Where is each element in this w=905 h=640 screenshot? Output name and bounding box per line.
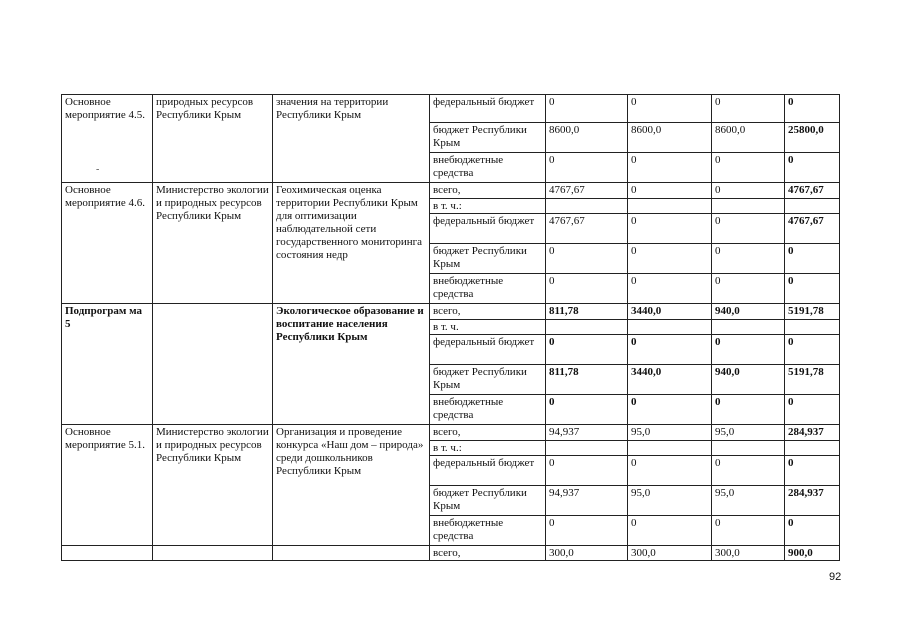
activity-cell: Основное мероприятие 4.5.: [62, 95, 153, 183]
value-2016-cell: [628, 199, 712, 214]
value-2016-cell: 95,0: [628, 425, 712, 441]
value-2016-cell: [628, 441, 712, 456]
value-total-cell: 0: [785, 153, 840, 183]
funding-source-cell: в т. ч.: [430, 320, 546, 335]
value-2017-cell: 8600,0: [712, 123, 785, 153]
value-2017-cell: 0: [712, 183, 785, 199]
value-total-cell: 0: [785, 244, 840, 274]
value-total-cell: [785, 320, 840, 335]
funding-source-cell: всего,: [430, 546, 546, 561]
value-total-cell: 0: [785, 335, 840, 365]
value-2015-cell: [546, 199, 628, 214]
funding-source-cell: внебюджетные средства: [430, 516, 546, 546]
value-2016-cell: 0: [628, 274, 712, 304]
value-2016-cell: 0: [628, 335, 712, 365]
funding-source-cell: бюджет Республики Крым: [430, 365, 546, 395]
title-cell: значения на территории Республики Крым: [273, 95, 430, 183]
value-2017-cell: 0: [712, 516, 785, 546]
table-row: [62, 425, 840, 441]
value-total-cell: 284,937: [785, 425, 840, 441]
value-2017-cell: [712, 441, 785, 456]
funding-source-cell: бюджет Республики Крым: [430, 244, 546, 274]
activity-cell: [62, 546, 153, 561]
value-2017-cell: 0: [712, 456, 785, 486]
value-2017-cell: 940,0: [712, 365, 785, 395]
value-2016-cell: 0: [628, 153, 712, 183]
value-2017-cell: 0: [712, 244, 785, 274]
value-2017-cell: 0: [712, 274, 785, 304]
funding-source-cell: внебюджетные средства: [430, 395, 546, 425]
value-total-cell: [785, 441, 840, 456]
value-total-cell: [785, 199, 840, 214]
value-2016-cell: 0: [628, 95, 712, 123]
funding-source-cell: внебюджетные средства: [430, 153, 546, 183]
value-2015-cell: 0: [546, 395, 628, 425]
stray-mark: -: [96, 164, 100, 175]
executor-cell: [153, 304, 273, 425]
value-total-cell: 0: [785, 456, 840, 486]
value-2015-cell: 811,78: [546, 365, 628, 395]
value-2015-cell: [546, 441, 628, 456]
value-2017-cell: 300,0: [712, 546, 785, 561]
value-2016-cell: 95,0: [628, 486, 712, 516]
title-cell: Экологическое образование и воспитание населения Республики Крым: [273, 304, 430, 425]
table-row: [62, 546, 840, 561]
value-2015-cell: 8600,0: [546, 123, 628, 153]
funding-source-cell: федеральный бюджет: [430, 335, 546, 365]
value-2017-cell: 0: [712, 335, 785, 365]
value-total-cell: 4767,67: [785, 214, 840, 244]
funding-source-cell: всего,: [430, 304, 546, 320]
value-2017-cell: 95,0: [712, 425, 785, 441]
value-2015-cell: 300,0: [546, 546, 628, 561]
executor-cell: [153, 546, 273, 561]
activity-cell: Основное мероприятие 4.6.: [62, 183, 153, 304]
value-2016-cell: 3440,0: [628, 365, 712, 395]
value-2017-cell: 0: [712, 95, 785, 123]
value-2015-cell: 94,937: [546, 486, 628, 516]
page-number: 92: [829, 571, 842, 583]
value-2015-cell: [546, 320, 628, 335]
activity-cell: Основное мероприятие 5.1.: [62, 425, 153, 546]
funding-source-cell: всего,: [430, 425, 546, 441]
value-2016-cell: 300,0: [628, 546, 712, 561]
value-2016-cell: 0: [628, 183, 712, 199]
value-2017-cell: 95,0: [712, 486, 785, 516]
value-total-cell: 0: [785, 274, 840, 304]
value-2015-cell: 4767,67: [546, 183, 628, 199]
value-total-cell: 284,937: [785, 486, 840, 516]
value-2015-cell: 94,937: [546, 425, 628, 441]
funding-source-cell: бюджет Республики Крым: [430, 486, 546, 516]
funding-source-cell: федеральный бюджет: [430, 95, 546, 123]
funding-source-cell: в т. ч.:: [430, 199, 546, 214]
funding-source-cell: федеральный бюджет: [430, 456, 546, 486]
value-2017-cell: 0: [712, 214, 785, 244]
value-2016-cell: 0: [628, 395, 712, 425]
value-2016-cell: 8600,0: [628, 123, 712, 153]
value-2016-cell: 0: [628, 516, 712, 546]
funding-source-cell: всего,: [430, 183, 546, 199]
value-2017-cell: 0: [712, 395, 785, 425]
funding-source-cell: федеральный бюджет: [430, 214, 546, 244]
value-total-cell: 0: [785, 395, 840, 425]
table-body: [62, 95, 840, 561]
budget-table: [61, 94, 840, 561]
value-2015-cell: 0: [546, 335, 628, 365]
funding-source-cell: бюджет Республики Крым: [430, 123, 546, 153]
value-2015-cell: 0: [546, 274, 628, 304]
value-total-cell: 900,0: [785, 546, 840, 561]
value-2016-cell: 0: [628, 456, 712, 486]
title-cell: Организация и проведение конкурса «Наш дом – природа» среди дошкольников Республики Крым: [273, 425, 430, 546]
value-2015-cell: 811,78: [546, 304, 628, 320]
value-total-cell: 0: [785, 516, 840, 546]
value-2015-cell: 0: [546, 516, 628, 546]
value-total-cell: 25800,0: [785, 123, 840, 153]
value-2016-cell: 3440,0: [628, 304, 712, 320]
value-2017-cell: [712, 320, 785, 335]
value-2015-cell: 0: [546, 244, 628, 274]
table-row: [62, 304, 840, 320]
value-2017-cell: [712, 199, 785, 214]
executor-cell: Министерство экологии и природных ресурсов Республики Крым: [153, 425, 273, 546]
title-cell: Геохимическая оценка территории Республики Крым для оптимизации наблюдательной сети государственного мониторинга состояния недр: [273, 183, 430, 304]
value-2017-cell: 940,0: [712, 304, 785, 320]
funding-source-cell: в т. ч.:: [430, 441, 546, 456]
value-2015-cell: 0: [546, 153, 628, 183]
executor-cell: природных ресурсов Республики Крым: [153, 95, 273, 183]
value-total-cell: 4767,67: [785, 183, 840, 199]
value-2017-cell: 0: [712, 153, 785, 183]
value-total-cell: 0: [785, 95, 840, 123]
value-2015-cell: 0: [546, 95, 628, 123]
value-2015-cell: 4767,67: [546, 214, 628, 244]
value-2016-cell: 0: [628, 214, 712, 244]
value-total-cell: 5191,78: [785, 365, 840, 395]
table-row: [62, 95, 840, 123]
executor-cell: Министерство экологии и природных ресурсов Республики Крым: [153, 183, 273, 304]
value-2015-cell: 0: [546, 456, 628, 486]
funding-source-cell: внебюджетные средства: [430, 274, 546, 304]
value-total-cell: 5191,78: [785, 304, 840, 320]
value-2016-cell: 0: [628, 244, 712, 274]
value-2016-cell: [628, 320, 712, 335]
title-cell: [273, 546, 430, 561]
activity-cell: Подпрограм ма 5: [62, 304, 153, 425]
table-row: [62, 183, 840, 199]
